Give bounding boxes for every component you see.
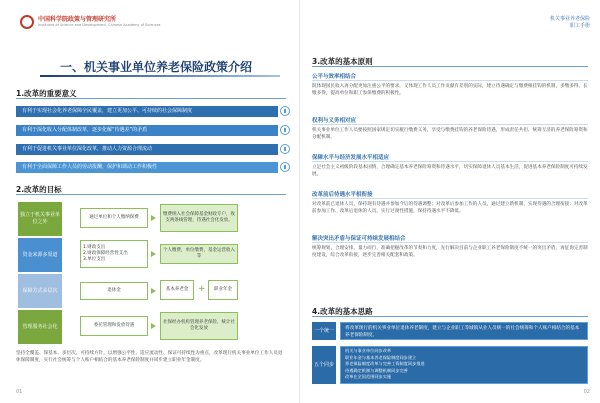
principle-heading: 权利与义务相对应 <box>312 118 357 124</box>
arrow-right-icon <box>151 215 156 221</box>
lightbulb-icon <box>280 125 290 135</box>
principle-divider <box>312 80 588 81</box>
section-heading-goals: 2.改革的目标 <box>16 185 62 194</box>
header-line-2: 职工手册 <box>569 23 590 29</box>
goal-box: 缴费纳入社会保障基金财政专户，收支两条线管理，待遇社会化发放。 <box>160 204 238 232</box>
lightbulb-icon <box>280 106 290 116</box>
goal-box: 通过单位和个人缴纳保费 <box>80 208 148 228</box>
section-heading-approach: 4.改革的基本思路 <box>312 307 373 316</box>
principle-heading: 公平与效率相结合 <box>312 74 357 80</box>
goal-box: 委托管理和发放待遇 <box>80 316 148 336</box>
principle-divider <box>312 124 588 125</box>
principle-divider <box>312 161 588 162</box>
sync-item: 职业年金与基本养老保险制度同步建立 <box>345 354 417 360</box>
sync-item: 待遇确定机制与调整机制同步完善 <box>345 367 408 373</box>
section-divider <box>312 316 588 317</box>
goal-box: 退休金 <box>80 282 148 300</box>
page-number: 01 <box>16 389 23 395</box>
page-number: 02 <box>583 389 590 395</box>
section-heading-principles: 3.改革的基本原则 <box>312 57 373 66</box>
goal-row-label-levels: 保障方式多层次 <box>18 274 62 308</box>
principle-text: 对改革前已退休人员，保持现有待遇并参加今后的待遇调整；对改革后参加工作的人员，通过建立新机制，实现待遇的合理衔接；对改革前参加工作、改革后退休的人员，实行过渡性措施，保持待遇水平不降低。 <box>312 202 588 214</box>
idea-box-one-unified: 将改革现行的机关事业单位退休养老制度，建立与企业职工等城镇从业人员统一的社会统筹和个人账户相结合的基本养老保险制度。 <box>340 322 588 340</box>
principle-divider <box>312 198 588 199</box>
logo-emblem-icon <box>20 15 34 29</box>
plus-sign: + <box>198 284 206 294</box>
goal-row-label-independent: 独立于机关事业单位之外 <box>18 202 62 236</box>
section-divider <box>16 194 286 195</box>
right-page <box>300 0 600 403</box>
lightbulb-icon <box>280 162 290 172</box>
lightbulb-icon <box>280 144 290 154</box>
principle-text: 既体现国民收入再分配更加注重公平的要求，又体现工作人员工作贡献有差别的实际，建立待遇确定与缴费相挂钩的机制，多缴多得、长缴多得，提高单位和职工参保缴费的积极性。 <box>312 84 588 96</box>
section-divider <box>312 66 588 67</box>
institute-logo <box>20 14 170 32</box>
arrow-right-icon <box>151 288 156 294</box>
goal-box: 基本养老金 <box>160 280 194 300</box>
idea-box-five-sync <box>340 346 588 384</box>
section-divider <box>16 98 286 99</box>
principle-text: 机关事业单位工作人员要按照国家规定切实履行缴费义务，享受与缴费挂钩的养老保险待遇，形成责任共担、统筹互济的养老保险筹资和分配机制。 <box>312 128 588 140</box>
header-line-1: 机关事业养老保险 <box>549 16 590 22</box>
principle-heading: 保障水平与经济发展水平相适应 <box>312 155 390 161</box>
significance-bar-2: 有利于深化收入分配体制改革，逐步化解“待遇差”的矛盾 <box>16 125 278 136</box>
goal-row-label-management: 管理服务社会化 <box>18 310 62 344</box>
goal-box: 个人缴费，单位缴费，基金运营收入等 <box>160 244 238 264</box>
principle-text: 统筹规划、合理安排、量力而行，准确把握改革的节奏和力度，先行解决目前与企业职工养老保险制度不统一的突出矛盾，再征询完善制度建设，综合改革衔接，逐步完善相关配套和政策。 <box>312 246 588 258</box>
arrow-right-icon <box>151 251 156 257</box>
idea-tag-five-sync: 五个同步 <box>312 346 336 384</box>
goal-box: 社保经办机构管理养老保险，统计社会化发放 <box>160 312 238 340</box>
goal-box: 1.财政支出 2.财政保障经营性支出 3.单位支出 <box>80 240 148 268</box>
logo-subtitle: Institutes of Science and Development, Chinese Academy of Sciences <box>38 23 161 27</box>
title-underline <box>40 75 280 77</box>
principle-text: 立足社会主义初级阶段基本国情，合理确定基本养老保险筹资和待遇水平，切实保障退休人员基本生活，促进基本养老保险制度可持续发展。 <box>312 165 588 177</box>
significance-bar-4: 有利于全面保障工作人员的劳动报酬，保护和调动工作积极性 <box>16 162 278 173</box>
significance-bar-1: 有利于实现社会化养老保障全民覆盖，建立更加公平、可持续的社会保障制度 <box>16 106 278 117</box>
sync-item: 机关与事业单位同步改革 <box>345 348 392 353</box>
arrow-right-icon <box>151 323 156 329</box>
logo-text: 中国科学院政策与管理研究所 <box>38 16 117 23</box>
page-title <box>60 58 252 75</box>
idea-tag-one-unified: 一个统一 <box>312 322 336 340</box>
goal-row-label-funding: 资金来源多渠道 <box>18 238 62 272</box>
principle-divider <box>312 242 588 243</box>
principle-heading: 改革前后待遇水平相衔接 <box>312 192 373 198</box>
handbook-header <box>550 16 590 30</box>
sync-item: 改革在全国范围同步实施 <box>345 374 392 380</box>
section-heading-significance: 1.改革的重要意义 <box>16 89 77 98</box>
goals-paragraph: 坚持全覆盖、保基本、多层次、可持续方针，以增强公平性、适应流动性、保证可持续性为重点，改革现行机关事业单位工作人员退休保障制度，实行社会统筹与个人账户相结合的基本养老保险制度并同步建立职业年金制度。 <box>16 351 283 363</box>
goal-box: 职业年金 <box>208 280 238 300</box>
sync-item: 养老保险制度改革与完善工资制度同步推进 <box>345 361 425 367</box>
significance-bar-3: 有利于促进机关事业单位深化改革，推动人力资源合理流动 <box>16 144 278 155</box>
title-prefix: 一、 <box>60 60 85 74</box>
title-text: 机关事业单位养老保险政策介绍 <box>84 60 253 74</box>
principle-heading: 解决突出矛盾与保证可持续发展相结合 <box>312 236 406 242</box>
